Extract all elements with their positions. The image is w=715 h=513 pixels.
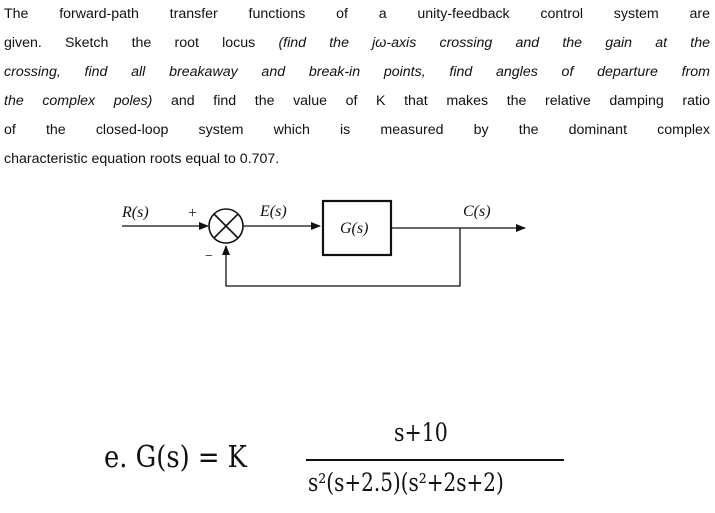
transfer-function-formula xyxy=(104,418,584,508)
formula-numerator: s+10 xyxy=(394,418,448,447)
problem-line-5 xyxy=(4,116,710,145)
summing-junction xyxy=(209,209,243,243)
problem-line-4-text: and find the value of K that makes the relative damping ratio xyxy=(152,93,711,109)
formula-prefix: e. G(s) = K xyxy=(104,440,247,475)
formula-denominator: s²(s+2.5)(s²+2s+2) xyxy=(308,468,504,497)
problem-line-1 xyxy=(4,0,710,29)
problem-line-4-emphasis: the complex poles) xyxy=(4,93,153,109)
minus-sign: − xyxy=(205,249,213,264)
problem-line-6-text: characteristic equation roots equal to 0.707. xyxy=(4,151,280,167)
block-label: G(s) xyxy=(340,220,369,237)
fraction-bar xyxy=(306,459,564,461)
error-label: E(s) xyxy=(260,203,287,220)
problem-line-3 xyxy=(4,58,710,87)
input-label: R(s) xyxy=(122,204,149,221)
problem-line-4 xyxy=(4,87,710,116)
problem-line-2-emphasis: (find the jω-axis crossing and the gain at the xyxy=(278,35,710,51)
problem-line-1-text: The forward-path transfer functions of a unity-feedback control system are xyxy=(4,6,710,22)
output-label: C(s) xyxy=(463,203,491,220)
problem-line-2 xyxy=(4,29,710,58)
plus-sign: + xyxy=(188,205,198,222)
block-diagram xyxy=(100,192,560,302)
problem-line-3-emphasis: crossing, find all breakaway and break-in points, find angles of departure from xyxy=(4,64,710,80)
problem-line-5-text: of the closed-loop system which is measured by the dominant complex xyxy=(4,122,710,138)
problem-line-2-text: given. Sketch the root locus xyxy=(4,35,279,51)
problem-statement xyxy=(4,0,710,174)
problem-line-6 xyxy=(4,145,710,174)
